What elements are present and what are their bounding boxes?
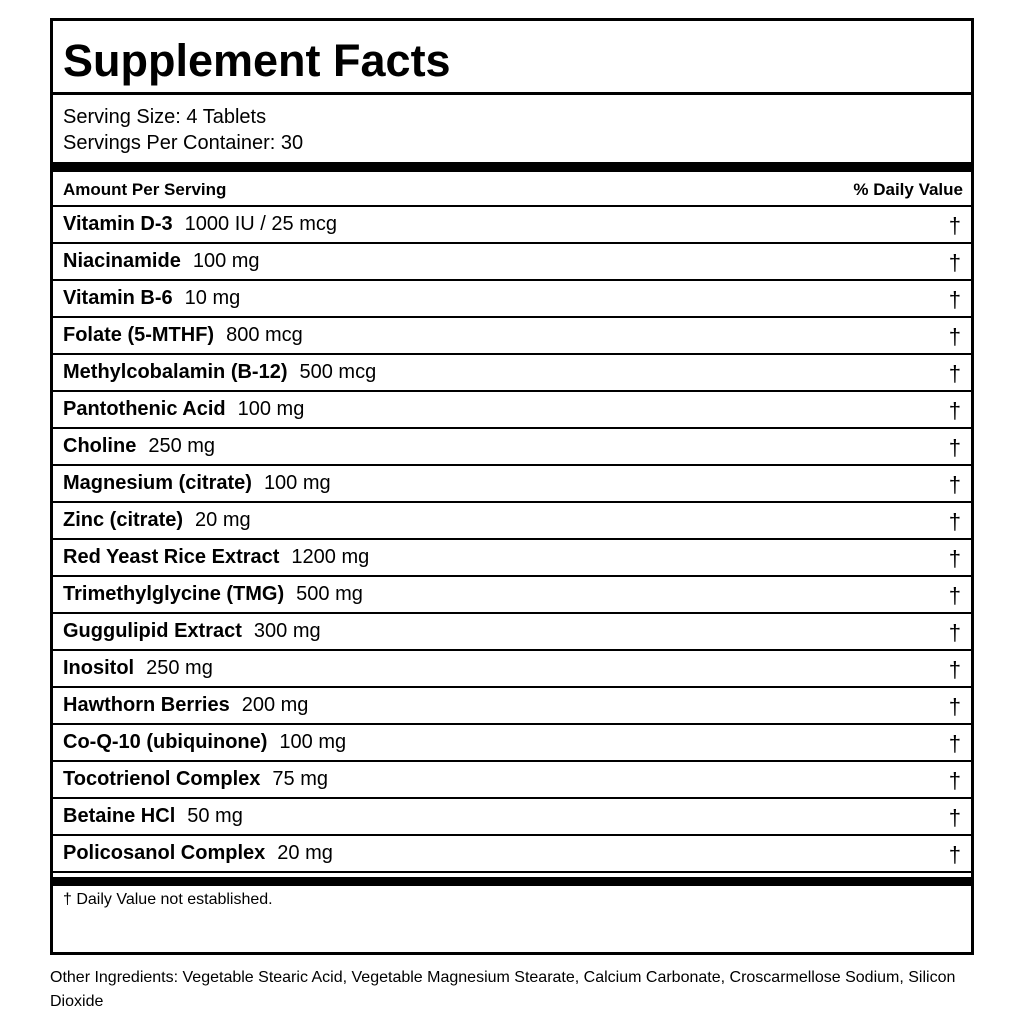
- nutrient-row: [53, 316, 971, 353]
- nutrient-daily-value: †: [948, 472, 961, 497]
- nutrient-row: [53, 242, 971, 279]
- nutrient-name: [63, 766, 328, 792]
- nutrient-row: [53, 649, 971, 686]
- nutrient-name-text: Tocotrienol Complex: [63, 768, 261, 790]
- nutrient-daily-value: †: [948, 731, 961, 756]
- nutrient-amount: 10 mg: [184, 287, 241, 309]
- nutrient-name-text: Guggulipid Extract: [63, 620, 242, 642]
- nutrient-amount: 20 mg: [195, 509, 251, 531]
- nutrient-amount: 100 mg: [192, 250, 260, 272]
- nutrient-name-text: Niacinamide: [63, 250, 181, 272]
- nutrient-amount: 50 mg: [187, 805, 243, 827]
- nutrient-table: [53, 205, 971, 873]
- nutrient-daily-value: †: [948, 324, 961, 349]
- nutrient-row: [53, 834, 971, 873]
- nutrient-name-text: Hawthorn Berries: [63, 694, 230, 716]
- nutrient-amount: 20 mg: [277, 842, 333, 864]
- thick-divider-top: [53, 162, 971, 172]
- nutrient-name-text: Zinc (citrate): [63, 509, 184, 531]
- nutrient-row: [53, 464, 971, 501]
- nutrient-amount: 500 mg: [296, 583, 363, 605]
- nutrient-row: [53, 612, 971, 649]
- nutrient-daily-value: †: [948, 361, 961, 386]
- nutrient-name-text: Red Yeast Rice Extract: [63, 546, 280, 568]
- other-ingredients: Other Ingredients: Vegetable Stearic Acid, Vegetable Magnesium Stearate, Calcium Carbonate, Croscarmellose Sodium, Silicon Dioxide: [50, 969, 956, 1010]
- nutrient-name-text: Inositol: [63, 657, 135, 679]
- thick-divider-bottom: [53, 877, 971, 886]
- nutrient-row: [53, 501, 971, 538]
- nutrient-name: [63, 322, 303, 348]
- nutrient-name-text: Trimethylglycine (TMG): [63, 583, 285, 605]
- nutrient-name: [63, 285, 240, 311]
- nutrient-amount: 1000 IU / 25 mcg: [184, 213, 337, 235]
- nutrient-row: [53, 353, 971, 390]
- nutrient-name-text: Co-Q-10 (ubiquinone): [63, 731, 268, 753]
- nutrient-name: [63, 729, 346, 755]
- nutrient-daily-value: †: [948, 583, 961, 608]
- nutrient-amount: 100 mg: [279, 731, 347, 753]
- nutrient-row: [53, 205, 971, 242]
- daily-value-header: % Daily Value: [853, 180, 963, 199]
- nutrient-name-text: Magnesium (citrate): [63, 472, 252, 494]
- nutrient-name: [63, 840, 333, 866]
- nutrient-name: [63, 248, 260, 274]
- nutrient-name: [63, 692, 308, 718]
- nutrient-name: [63, 544, 369, 570]
- nutrient-row: [53, 797, 971, 834]
- amount-per-serving-header: Amount Per Serving: [63, 180, 227, 199]
- nutrient-daily-value: †: [948, 805, 961, 830]
- nutrient-daily-value: †: [948, 546, 961, 571]
- nutrient-name-text: Betaine HCl: [63, 805, 176, 827]
- daily-value-footnote: † Daily Value not established.: [63, 891, 273, 908]
- nutrient-row: [53, 279, 971, 316]
- nutrient-daily-value: †: [948, 509, 961, 534]
- nutrient-name: [63, 470, 331, 496]
- nutrient-name: [63, 507, 251, 533]
- nutrient-name: [63, 211, 337, 237]
- title-divider: [53, 92, 971, 95]
- nutrient-amount: 250 mg: [146, 657, 213, 679]
- nutrient-amount: 250 mg: [148, 435, 216, 457]
- nutrient-row: [53, 760, 971, 797]
- nutrient-name-text: Policosanol Complex: [63, 842, 266, 864]
- nutrient-daily-value: †: [948, 657, 961, 682]
- nutrient-name-text: Methylcobalamin (B-12): [63, 361, 288, 383]
- nutrient-amount: 500 mcg: [299, 361, 377, 383]
- nutrient-daily-value: †: [948, 842, 961, 867]
- nutrient-name: [63, 359, 376, 385]
- nutrient-name: [63, 655, 213, 681]
- nutrient-daily-value: †: [948, 398, 961, 423]
- supplement-facts-panel: [50, 18, 974, 955]
- servings-per-container: Servings Per Container: 30: [63, 132, 304, 154]
- nutrient-name-text: Vitamin B-6: [63, 287, 173, 309]
- nutrient-row: [53, 427, 971, 464]
- nutrient-amount: 1200 mg: [291, 546, 370, 568]
- nutrient-amount: 800 mcg: [226, 324, 303, 346]
- nutrient-row: [53, 538, 971, 575]
- serving-size: Serving Size: 4 Tablets: [63, 106, 267, 128]
- nutrient-name-text: Pantothenic Acid: [63, 398, 226, 420]
- nutrient-name: [63, 803, 243, 829]
- nutrient-row: [53, 390, 971, 427]
- nutrient-daily-value: †: [948, 287, 961, 312]
- nutrient-name: [63, 433, 215, 459]
- nutrient-name-text: Folate (5-MTHF): [63, 324, 215, 346]
- nutrient-name: [63, 396, 304, 422]
- nutrient-daily-value: †: [948, 694, 961, 719]
- nutrient-name: [63, 618, 321, 644]
- nutrient-amount: 100 mg: [263, 472, 331, 494]
- nutrient-name-text: Choline: [63, 435, 137, 457]
- nutrient-daily-value: †: [948, 213, 961, 238]
- nutrient-row: [53, 686, 971, 723]
- nutrient-name-text: Vitamin D-3: [63, 213, 173, 235]
- nutrient-daily-value: †: [948, 620, 961, 645]
- nutrient-amount: 300 mg: [253, 620, 321, 642]
- nutrient-row: [53, 723, 971, 760]
- nutrient-daily-value: †: [948, 768, 961, 793]
- nutrient-row: [53, 575, 971, 612]
- panel-title: Supplement Facts: [63, 35, 451, 86]
- nutrient-amount: 75 mg: [272, 768, 329, 790]
- nutrient-daily-value: †: [948, 435, 961, 460]
- nutrient-name: [63, 581, 363, 607]
- nutrient-amount: 100 mg: [237, 398, 305, 420]
- nutrient-daily-value: †: [948, 250, 961, 275]
- nutrient-amount: 200 mg: [241, 694, 309, 716]
